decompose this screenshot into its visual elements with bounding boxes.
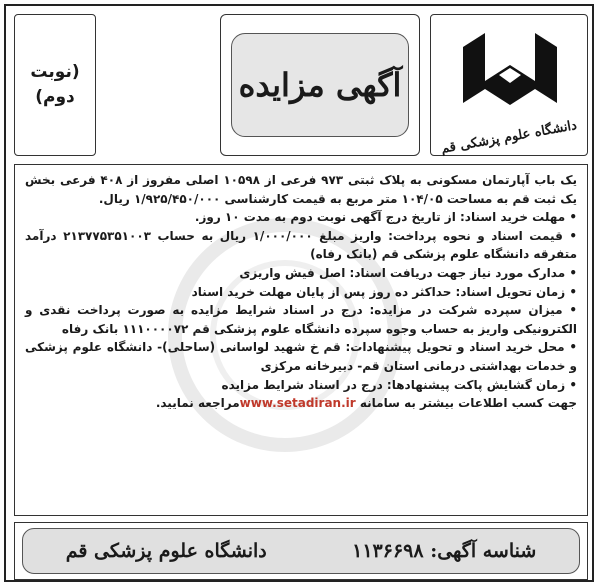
list-item: • زمان گشایش پاکت پیشنهادها: درج در اسناد شرایط مزایده bbox=[221, 377, 577, 392]
title-frame bbox=[220, 14, 420, 156]
item-text: محل خرید اسناد و تحویل پیشنهادات: قم خ شهید لواسانی (ساحلی)- دانشگاه علوم پزشکی و خدمات بهداشتی درمانی استان قم- دبیرخانه مرکزی bbox=[25, 340, 577, 373]
list-item: • قیمت اسناد و نحوه پرداخت: واریز مبلغ ۱/۰۰۰/۰۰۰ ریال به حساب ۲۱۳۷۷۵۳۵۱۰۰۳ درآمد متفرقه دانشگاه علوم پزشکی قم (بانک رفاه) bbox=[25, 228, 578, 262]
closing-line bbox=[25, 394, 577, 413]
logo-caption: دانشگاه علوم پزشکی قم bbox=[439, 118, 579, 157]
item-text: زمان گشایش پاکت پیشنهادها: درج در اسناد شرایط مزایده bbox=[221, 377, 566, 392]
list-item: • میزان سپرده شرکت در مزایده: درج در اسناد شرایط مزایده به صورت پرداخت نقدی و الکترونیکی واریز به حساب وجوه سپرده دانشگاه علوم پزشکی قم ۱۱۱۰۰۰۰۷۲ بانک رفاه bbox=[25, 303, 577, 336]
property-description: یک باب آپارتمان مسکونی به پلاک ثبتی ۹۷۳ فرعی از ۱۰۵۹۸ اصلی مفروز از ۴۰۸ فرعی بخش یک ثبت قم به مساحت ۱۰۴/۰۵ متر مربع به قیمت کارشناسی ۱/۹۲۵/۴۵۰/۰۰۰ ریال. bbox=[25, 173, 577, 206]
edition-line-1: (نوبت bbox=[30, 61, 80, 82]
item-text: زمان تحویل اسناد: حداکثر ده روز پس از پایان مهلت خرید اسناد bbox=[191, 284, 566, 299]
announcement-frame bbox=[4, 4, 594, 582]
footer-frame bbox=[14, 522, 588, 580]
list-item: • مهلت خرید اسناد: از تاریخ درج آگهی نوبت دوم به مدت ۱۰ روز. bbox=[194, 210, 577, 225]
closing-text-after: مراجعه نمایید. bbox=[155, 396, 240, 411]
footer-organization: دانشگاه علوم پزشکی قم bbox=[65, 540, 267, 562]
item-text: میزان سپرده شرکت در مزایده: درج در اسناد شرایط مزایده به صورت پرداخت نقدی و الکترونیکی واریز به حساب وجوه سپرده دانشگاه علوم پزشکی قم ۱۱۱۰۰۰۰۷۲ بانک رفاه bbox=[25, 303, 577, 336]
edition-box bbox=[14, 14, 96, 156]
list-item: • محل خرید اسناد و تحویل پیشنهادات: قم خ شهید لواسانی (ساحلی)- دانشگاه علوم پزشکی و خدمات بهداشتی درمانی استان قم- دبیرخانه مرکزی bbox=[25, 340, 577, 373]
announcement-body bbox=[14, 164, 588, 516]
website-link[interactable]: www.setadiran.ir bbox=[239, 396, 356, 411]
announcement-text bbox=[15, 165, 587, 419]
edition-line-2: دوم) bbox=[35, 87, 75, 107]
list-item: • مدارک مورد نیاز جهت دریافت اسناد: اصل فیش واریزی bbox=[239, 265, 577, 280]
logo-frame bbox=[430, 14, 588, 156]
university-logo-icon bbox=[455, 25, 565, 115]
page-title: آگهی مزایده bbox=[231, 33, 409, 137]
closing-text-before: جهت کسب اطلاعات بیشتر به سامانه bbox=[359, 396, 577, 411]
footer-banner bbox=[22, 528, 580, 574]
item-text: قیمت اسناد و نحوه پرداخت: واریز مبلغ ۱/۰۰۰/۰۰۰ ریال به حساب ۲۱۳۷۷۵۳۵۱۰۰۳ درآمد متفرقه دانشگاه علوم پزشکی قم (بانک رفاه) bbox=[25, 228, 577, 262]
item-text: مدارک مورد نیاز جهت دریافت اسناد: اصل فیش واریزی bbox=[239, 265, 566, 280]
ad-identifier: شناسه آگهی: ۱۱۳۶۶۹۸ bbox=[352, 540, 537, 562]
list-item: • زمان تحویل اسناد: حداکثر ده روز پس از پایان مهلت خرید اسناد bbox=[191, 284, 577, 299]
item-text: مهلت خرید اسناد: از تاریخ درج آگهی نوبت دوم به مدت ۱۰ روز. bbox=[194, 210, 566, 225]
